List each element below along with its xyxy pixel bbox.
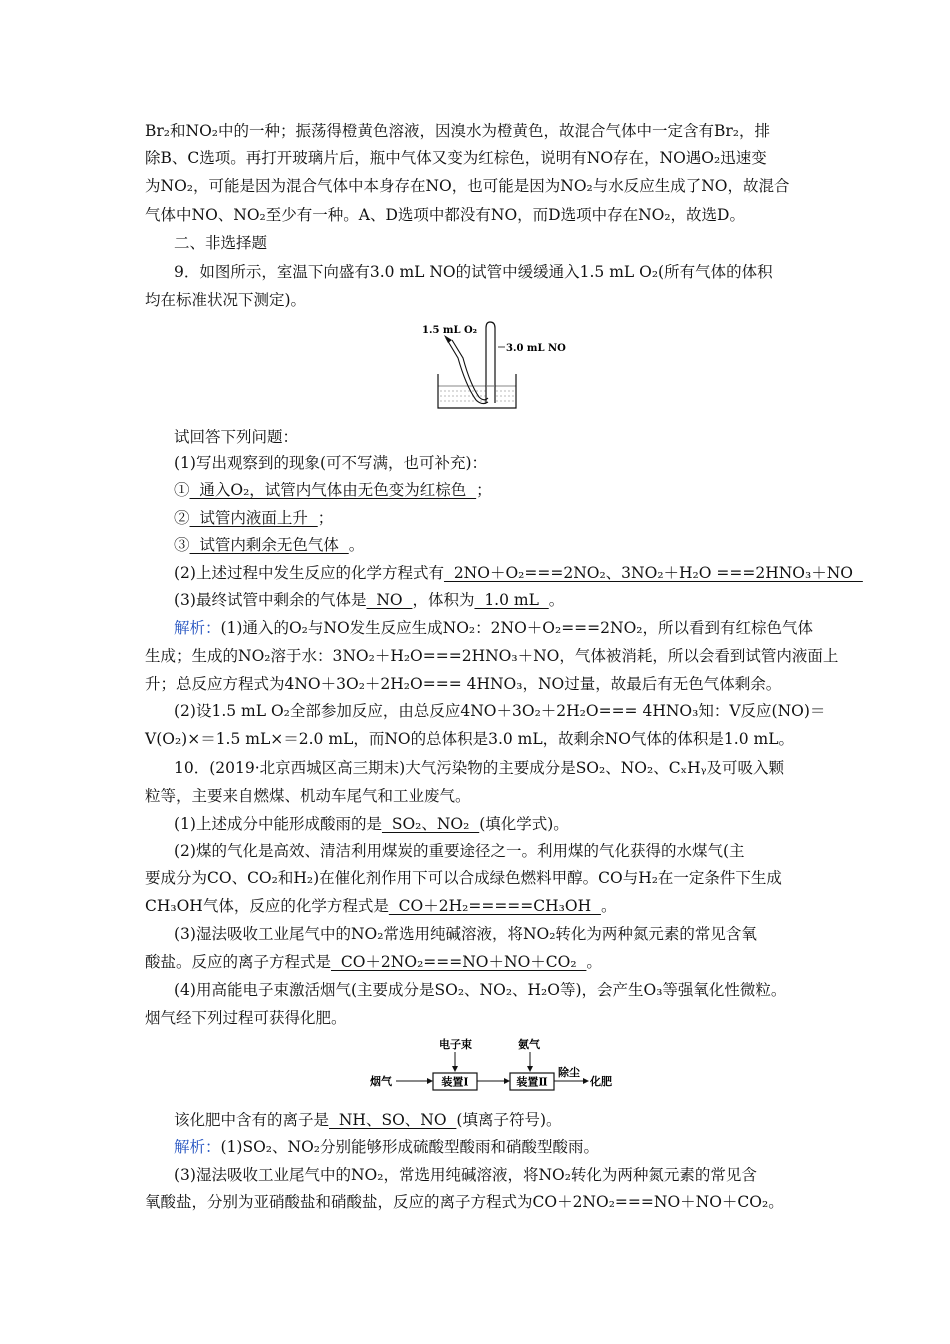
flow-diagram (368, 1036, 628, 1102)
question-text: (3)最终试管中剩余的气体是 (174, 591, 367, 609)
bullet: ① (174, 481, 190, 499)
q9-observation-1 (174, 480, 492, 500)
analysis-text: (1)通入的O₂与NO发生反应生成NO₂：2NO＋O₂===2NO₂，所以看到有红棕色气体 (220, 619, 814, 637)
electron-beam-label: 电子束 (439, 1038, 472, 1051)
answer: NH、SO、NO (329, 1111, 457, 1129)
q9-observation-2 (174, 508, 333, 528)
q10-part2 (145, 896, 616, 916)
q10-part4: 烟气经下列过程可获得化肥。 (145, 1009, 347, 1027)
q9-analysis (174, 618, 813, 638)
punct: 。 (586, 953, 602, 971)
dust-removal-label: 除尘 (558, 1066, 580, 1079)
text-line: Br₂和NO₂中的一种；振荡得橙黄色溶液，因溴水为橙黄色，故混合气体中一定含有Br₂，排 (145, 122, 771, 140)
answer: CO＋2NO₂===NO＋NO＋CO₂ (331, 953, 587, 971)
answer: CO＋2H₂=====CH₃OH (388, 897, 601, 915)
q10-part3 (145, 952, 602, 972)
analysis-text: 升；总反应方程式为4NO＋3O₂＋2H₂O=== 4HNO₃，NO过量，故最后有无色气体剩余。 (145, 675, 782, 693)
analysis-label: 解析： (174, 1138, 221, 1156)
answer: 试管内剩余无色气体 (189, 536, 349, 554)
answer: 1.0 mL (474, 591, 549, 609)
question-text: (填化学式)。 (479, 815, 569, 833)
q10-part5 (174, 1110, 562, 1130)
bullet: ③ (174, 536, 190, 554)
q10-part4: (4)用高能电子束激活烟气(主要成分是SO₂、NO₂、H₂O等)，会产生O₃等强氧化性微粒。 (174, 981, 787, 999)
q9-part2 (174, 563, 863, 583)
analysis-text: (3)湿法吸收工业尾气中的NO₂，常选用纯碱溶液，将NO₂转化为两种氮元素的常见含 (174, 1166, 757, 1184)
q9-stem: 均在标准状况下测定)。 (145, 291, 307, 309)
punct: 。 (348, 536, 365, 554)
answer: 通入O₂，试管内气体由无色变为红棕色 (189, 481, 477, 499)
flue-gas-label: 烟气 (370, 1075, 392, 1088)
q10-part2: (2)煤的气化是高效、清洁利用煤炭的重要途径之一。利用煤的气化获得的水煤气(主 (174, 842, 745, 860)
question-text: (2)上述过程中发生反应的化学方程式有 (174, 564, 444, 582)
analysis-text: (2)设1.5 mL O₂全部参加反应，由总反应4NO＋3O₂＋2H₂O=== 4HNO₃知：V反应(NO)＝ (174, 702, 826, 720)
device-1-label: 装置Ⅰ (441, 1075, 469, 1089)
analysis-text: V(O₂)×＝1.5 mL×＝2.0 mL，而NO的总体积是3.0 mL，故剩余NO气体的体积是1.0 mL。 (145, 730, 794, 748)
question-text: 酸盐。反应的离子方程式是 (145, 953, 332, 971)
analysis-text: 氧酸盐，分别为亚硝酸盐和硝酸盐，反应的离子方程式为CO＋2NO₂===NO＋NO＋CO₂。 (145, 1193, 784, 1211)
text-line: 气体中NO、NO₂至少有一种。A、D选项中都没有NO，而D选项中存在NO₂，故选D。 (145, 206, 745, 224)
answer: 试管内液面上升 (189, 509, 318, 527)
question-text: (1)上述成分中能形成酸雨的是 (174, 815, 382, 833)
q9-part1: (1)写出观察到的现象(可不写满，也可补充)： (174, 454, 488, 472)
section-heading: 二、非选择题 (174, 234, 268, 252)
punct: 。 (600, 897, 617, 915)
q10-analysis (174, 1137, 599, 1157)
label-o2: 1.5 mL O₂ (422, 325, 478, 336)
question-text: CH₃OH气体，反应的化学方程式是 (145, 897, 389, 915)
analysis-text: 生成；生成的NO₂溶于水：3NO₂＋H₂O===2HNO₃＋NO，气体被消耗，所以会看到试管内液面上 (145, 647, 839, 665)
analysis-text: (1)SO₂、NO₂分别能够形成硫酸型酸雨和硝酸型酸雨。 (220, 1138, 599, 1156)
answer: NO (366, 591, 413, 609)
answer: 2NO＋O₂===2NO₂、3NO₂＋H₂O ===2HNO₃＋NO (443, 564, 863, 582)
test-tube-figure (408, 318, 580, 414)
q10-stem: 10．(2019·北京西城区高三期末)大气污染物的主要成分是SO₂、NO₂、CₓHᵧ及可吸入颗 (174, 759, 784, 777)
q10-part1 (174, 814, 569, 834)
question-text: 该化肥中含有的离子是 (174, 1111, 330, 1129)
bullet: ② (174, 509, 190, 527)
fertilizer-label: 化肥 (590, 1075, 612, 1088)
punct: 。 (548, 591, 565, 609)
ammonia-label: 氨气 (518, 1038, 540, 1051)
analysis-label: 解析： (174, 619, 221, 637)
question-text: ，体积为 (412, 591, 475, 609)
label-no: 3.0 mL NO (506, 343, 566, 354)
q9-part3 (174, 590, 564, 610)
q10-part3: (3)湿法吸收工业尾气中的NO₂常选用纯碱溶液，将NO₂转化为两种氮元素的常见含氧 (174, 925, 757, 943)
text-line: 除B、C选项。再打开玻璃片后，瓶中气体又变为红棕色，说明有NO存在，NO遇O₂迅速变 (145, 149, 767, 167)
punct: ； (476, 481, 492, 499)
q9-observation-3 (174, 535, 364, 555)
q10-stem: 粒等，主要来自燃煤、机动车尾气和工业废气。 (145, 787, 471, 805)
q9-stem: 9．如图所示，室温下向盛有3.0 mL NO的试管中缓缓通入1.5 mL O₂(所有气体的体积 (174, 263, 773, 281)
q10-part2: 要成分为CO、CO₂和H₂)在催化剂作用下可以合成绿色燃料甲醇。CO与H₂在一定条件下生成 (145, 869, 782, 887)
punct: ； (317, 509, 334, 527)
question-text: (填离子符号)。 (456, 1111, 562, 1129)
answer: SO₂、NO₂ (381, 815, 480, 833)
device-2-label: 装置Ⅱ (516, 1075, 548, 1089)
text-line: 为NO₂，可能是因为混合气体中本身存在NO，也可能是因为NO₂与水反应生成了NO，故混合 (145, 177, 790, 195)
q9-prompt: 试回答下列问题： (174, 428, 299, 446)
